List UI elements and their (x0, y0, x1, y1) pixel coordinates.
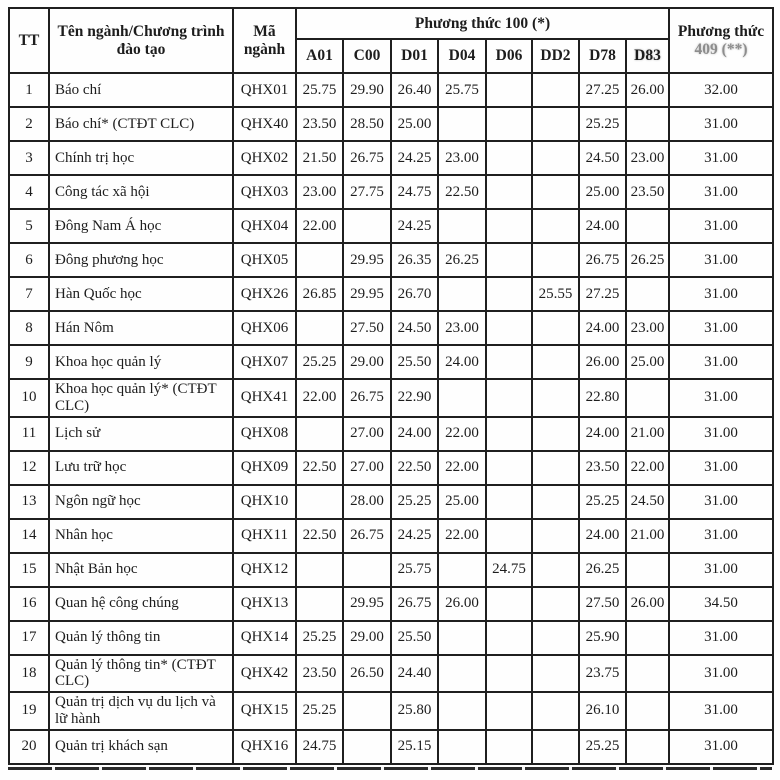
cell-program-name: Khoa học quản lý* (CTĐT CLC) (49, 379, 233, 417)
cell-score-dd2 (532, 107, 579, 141)
cell-method-409: 31.00 (669, 417, 773, 451)
cell-score-a01: 25.25 (296, 621, 343, 655)
cell-score-d06 (486, 692, 532, 730)
header-subject-d78: D78 (579, 39, 626, 73)
cell-score-d78: 24.50 (579, 141, 626, 175)
cell-score-d04 (438, 730, 486, 764)
header-method-409 (669, 8, 773, 73)
cell-score-a01 (296, 243, 343, 277)
cell-score-c00: 29.00 (343, 345, 391, 379)
cell-score-a01: 25.25 (296, 692, 343, 730)
cell-score-d78: 23.75 (579, 655, 626, 693)
cell-method-409: 32.00 (669, 73, 773, 107)
cell-tt: 5 (9, 209, 49, 243)
cell-tt: 12 (9, 451, 49, 485)
cell-program-name: Quản trị khách sạn (49, 730, 233, 764)
cell-score-d06 (486, 73, 532, 107)
cell-score-dd2 (532, 209, 579, 243)
cell-method-409: 31.00 (669, 553, 773, 587)
cell-method-409: 31.00 (669, 209, 773, 243)
cell-score-d83 (626, 277, 669, 311)
cell-tt: 15 (9, 553, 49, 587)
admission-score-table (8, 7, 774, 765)
cell-major-code: QHX26 (233, 277, 296, 311)
cell-score-d06 (486, 485, 532, 519)
cut-off-next-row-border (8, 767, 772, 770)
cell-program-name: Lịch sử (49, 417, 233, 451)
cell-major-code: QHX04 (233, 209, 296, 243)
cell-score-d01: 24.00 (391, 417, 438, 451)
cell-tt: 16 (9, 587, 49, 621)
cell-score-dd2 (532, 587, 579, 621)
cell-score-d78: 25.25 (579, 107, 626, 141)
table-row (9, 485, 773, 519)
header-major-code: Mã ngành (233, 8, 296, 73)
cell-method-409: 34.50 (669, 587, 773, 621)
cell-score-dd2: 25.55 (532, 277, 579, 311)
table-row (9, 692, 773, 730)
cell-score-d78: 24.00 (579, 519, 626, 553)
cell-tt: 3 (9, 141, 49, 175)
cell-tt: 19 (9, 692, 49, 730)
cell-score-d06 (486, 141, 532, 175)
cell-tt: 7 (9, 277, 49, 311)
cell-score-a01: 23.50 (296, 655, 343, 693)
table-row (9, 417, 773, 451)
cell-score-d78: 25.25 (579, 485, 626, 519)
cell-score-d04: 23.00 (438, 311, 486, 345)
cell-score-a01 (296, 311, 343, 345)
cell-score-d04 (438, 655, 486, 693)
cell-major-code: QHX15 (233, 692, 296, 730)
cell-score-d01: 26.40 (391, 73, 438, 107)
cell-score-d01: 25.00 (391, 107, 438, 141)
cell-method-409: 31.00 (669, 175, 773, 209)
cell-score-d83: 22.00 (626, 451, 669, 485)
cell-score-d01: 25.50 (391, 345, 438, 379)
cell-method-409: 31.00 (669, 277, 773, 311)
table-row (9, 379, 773, 417)
header-subject-d06: D06 (486, 39, 532, 73)
cell-score-c00: 27.00 (343, 417, 391, 451)
cell-method-409: 31.00 (669, 243, 773, 277)
cell-score-d04: 25.75 (438, 73, 486, 107)
cell-score-d06 (486, 621, 532, 655)
cell-major-code: QHX14 (233, 621, 296, 655)
cell-score-c00: 26.50 (343, 655, 391, 693)
cell-score-d01: 22.90 (391, 379, 438, 417)
table-row (9, 277, 773, 311)
cell-score-d01: 24.50 (391, 311, 438, 345)
header-subject-a01: A01 (296, 39, 343, 73)
cell-score-d01: 26.75 (391, 587, 438, 621)
cell-score-dd2 (532, 692, 579, 730)
header-subject-c00: C00 (343, 39, 391, 73)
cell-score-d06 (486, 209, 532, 243)
cell-score-d78: 27.50 (579, 587, 626, 621)
cell-program-name: Báo chí* (CTĐT CLC) (49, 107, 233, 141)
table-body (9, 73, 773, 764)
cell-tt: 18 (9, 655, 49, 693)
table-row (9, 519, 773, 553)
cell-program-name: Quan hệ công chúng (49, 587, 233, 621)
cell-score-d83: 25.00 (626, 345, 669, 379)
table-row (9, 655, 773, 693)
cell-score-a01: 22.00 (296, 209, 343, 243)
cell-tt: 9 (9, 345, 49, 379)
cell-score-dd2 (532, 621, 579, 655)
cell-score-d78: 26.75 (579, 243, 626, 277)
cell-score-a01: 25.25 (296, 345, 343, 379)
cell-score-d04 (438, 553, 486, 587)
cell-major-code: QHX11 (233, 519, 296, 553)
cell-score-d04 (438, 107, 486, 141)
cell-score-dd2 (532, 379, 579, 417)
cell-score-c00 (343, 692, 391, 730)
cell-score-d04: 26.25 (438, 243, 486, 277)
cell-score-dd2 (532, 519, 579, 553)
cell-score-d83 (626, 655, 669, 693)
cell-program-name: Công tác xã hội (49, 175, 233, 209)
cell-score-a01 (296, 417, 343, 451)
cell-program-name: Hàn Quốc học (49, 277, 233, 311)
cell-major-code: QHX42 (233, 655, 296, 693)
table-row (9, 451, 773, 485)
cell-score-d06 (486, 277, 532, 311)
header-subject-d04: D04 (438, 39, 486, 73)
cell-major-code: QHX07 (233, 345, 296, 379)
cell-method-409: 31.00 (669, 141, 773, 175)
cell-major-code: QHX06 (233, 311, 296, 345)
cell-score-d04 (438, 209, 486, 243)
cell-program-name: Lưu trữ học (49, 451, 233, 485)
cell-score-d01: 24.25 (391, 209, 438, 243)
header-subject-dd2: DD2 (532, 39, 579, 73)
cell-score-d78: 23.50 (579, 451, 626, 485)
cell-tt: 14 (9, 519, 49, 553)
cell-score-dd2 (532, 553, 579, 587)
cell-tt: 13 (9, 485, 49, 519)
cell-score-c00: 29.95 (343, 587, 391, 621)
cell-score-d04: 22.00 (438, 451, 486, 485)
cell-score-d04: 22.00 (438, 519, 486, 553)
cell-score-d06 (486, 243, 532, 277)
cell-score-d78: 27.25 (579, 73, 626, 107)
cell-score-dd2 (532, 451, 579, 485)
cell-major-code: QHX01 (233, 73, 296, 107)
cell-tt: 1 (9, 73, 49, 107)
cell-score-d83 (626, 107, 669, 141)
cell-score-c00: 27.50 (343, 311, 391, 345)
cell-score-c00: 26.75 (343, 379, 391, 417)
cell-score-d83: 23.00 (626, 141, 669, 175)
cell-major-code: QHX10 (233, 485, 296, 519)
header-row-1 (9, 8, 773, 39)
cell-score-dd2 (532, 655, 579, 693)
cell-score-d01: 22.50 (391, 451, 438, 485)
cell-score-d83: 26.25 (626, 243, 669, 277)
cell-score-a01 (296, 553, 343, 587)
cell-score-c00: 27.00 (343, 451, 391, 485)
cell-score-c00 (343, 209, 391, 243)
cell-score-dd2 (532, 73, 579, 107)
cell-score-d78: 24.00 (579, 417, 626, 451)
cell-tt: 17 (9, 621, 49, 655)
cell-score-c00 (343, 730, 391, 764)
cell-tt: 4 (9, 175, 49, 209)
cell-score-d04 (438, 379, 486, 417)
cell-score-d04: 25.00 (438, 485, 486, 519)
cell-score-d04: 22.50 (438, 175, 486, 209)
cell-method-409: 31.00 (669, 345, 773, 379)
cell-score-dd2 (532, 141, 579, 175)
header-tt: TT (9, 8, 49, 73)
cell-score-c00: 27.75 (343, 175, 391, 209)
cell-score-d06 (486, 107, 532, 141)
cell-score-d78: 25.25 (579, 730, 626, 764)
cell-score-a01: 22.50 (296, 451, 343, 485)
cell-score-d01: 25.25 (391, 485, 438, 519)
cell-score-dd2 (532, 485, 579, 519)
cell-score-a01: 22.00 (296, 379, 343, 417)
table-row (9, 730, 773, 764)
cell-method-409: 31.00 (669, 451, 773, 485)
table-header (9, 8, 773, 73)
cell-major-code: QHX40 (233, 107, 296, 141)
cell-score-d83 (626, 553, 669, 587)
cell-score-d04 (438, 277, 486, 311)
cell-major-code: QHX03 (233, 175, 296, 209)
header-method-409-line1: Phương thức (677, 22, 765, 40)
cell-major-code: QHX16 (233, 730, 296, 764)
cell-score-d04 (438, 621, 486, 655)
cell-score-d01: 24.25 (391, 519, 438, 553)
cell-program-name: Đông phương học (49, 243, 233, 277)
cell-score-d04: 23.00 (438, 141, 486, 175)
cell-score-d83: 21.00 (626, 417, 669, 451)
cell-score-d78: 26.00 (579, 345, 626, 379)
cell-method-409: 31.00 (669, 621, 773, 655)
cell-tt: 10 (9, 379, 49, 417)
cell-tt: 2 (9, 107, 49, 141)
cell-score-d83 (626, 730, 669, 764)
cell-score-a01: 25.75 (296, 73, 343, 107)
cell-score-d04: 26.00 (438, 587, 486, 621)
cell-score-d06 (486, 311, 532, 345)
table-row (9, 345, 773, 379)
cell-score-d04: 22.00 (438, 417, 486, 451)
cell-score-dd2 (532, 730, 579, 764)
cell-score-d06 (486, 587, 532, 621)
cell-program-name: Quản lý thông tin (49, 621, 233, 655)
cell-score-d04 (438, 692, 486, 730)
cell-score-dd2 (532, 417, 579, 451)
cell-program-name: Quản lý thông tin* (CTĐT CLC) (49, 655, 233, 693)
table-row (9, 553, 773, 587)
cell-score-d06 (486, 379, 532, 417)
cell-score-dd2 (532, 345, 579, 379)
cell-score-d04: 24.00 (438, 345, 486, 379)
header-program-name: Tên ngành/Chương trình đào tạo (49, 8, 233, 73)
cell-score-d06 (486, 730, 532, 764)
cell-score-d06 (486, 655, 532, 693)
cell-score-d78: 25.90 (579, 621, 626, 655)
cell-score-d83: 23.50 (626, 175, 669, 209)
table-row (9, 621, 773, 655)
cell-score-d78: 22.80 (579, 379, 626, 417)
table-row (9, 209, 773, 243)
cell-score-d01: 25.80 (391, 692, 438, 730)
cell-score-d06 (486, 451, 532, 485)
cell-method-409: 31.00 (669, 692, 773, 730)
table-row (9, 107, 773, 141)
cell-score-c00: 29.95 (343, 243, 391, 277)
cell-score-c00: 29.95 (343, 277, 391, 311)
cell-method-409: 31.00 (669, 655, 773, 693)
cell-method-409: 31.00 (669, 311, 773, 345)
cell-score-dd2 (532, 311, 579, 345)
cell-score-a01 (296, 485, 343, 519)
cell-score-d83 (626, 379, 669, 417)
cell-score-d83: 24.50 (626, 485, 669, 519)
cell-score-d01: 24.75 (391, 175, 438, 209)
cell-score-d06 (486, 175, 532, 209)
header-subject-d01: D01 (391, 39, 438, 73)
header-method-409-line2: 409 (**) (694, 40, 748, 58)
cell-score-d78: 27.25 (579, 277, 626, 311)
cell-major-code: QHX13 (233, 587, 296, 621)
header-method-100: Phương thức 100 (*) (296, 8, 669, 39)
cell-major-code: QHX05 (233, 243, 296, 277)
cell-score-d83: 23.00 (626, 311, 669, 345)
cell-method-409: 31.00 (669, 379, 773, 417)
cell-score-d83 (626, 621, 669, 655)
cell-tt: 6 (9, 243, 49, 277)
cell-score-d01: 25.15 (391, 730, 438, 764)
table-row (9, 175, 773, 209)
cell-score-dd2 (532, 243, 579, 277)
cell-score-d78: 24.00 (579, 311, 626, 345)
cell-score-d83 (626, 209, 669, 243)
cell-score-a01 (296, 587, 343, 621)
table-row (9, 73, 773, 107)
cell-program-name: Báo chí (49, 73, 233, 107)
cell-score-d83: 26.00 (626, 587, 669, 621)
table-row (9, 141, 773, 175)
cell-score-c00: 28.00 (343, 485, 391, 519)
table-row (9, 243, 773, 277)
cell-score-a01: 23.00 (296, 175, 343, 209)
cell-method-409: 31.00 (669, 485, 773, 519)
cell-score-c00: 29.00 (343, 621, 391, 655)
cell-score-a01: 23.50 (296, 107, 343, 141)
cell-major-code: QHX08 (233, 417, 296, 451)
cell-score-dd2 (532, 175, 579, 209)
cell-score-d06 (486, 345, 532, 379)
cell-program-name: Chính trị học (49, 141, 233, 175)
cell-score-a01: 21.50 (296, 141, 343, 175)
cell-score-d78: 25.00 (579, 175, 626, 209)
cell-score-d01: 26.70 (391, 277, 438, 311)
cell-score-d01: 26.35 (391, 243, 438, 277)
cell-score-d06 (486, 519, 532, 553)
cell-score-c00: 29.90 (343, 73, 391, 107)
header-subject-d83: D83 (626, 39, 669, 73)
cell-score-a01: 26.85 (296, 277, 343, 311)
cell-score-d06 (486, 417, 532, 451)
cell-score-a01: 22.50 (296, 519, 343, 553)
cell-score-d83: 21.00 (626, 519, 669, 553)
table-row (9, 587, 773, 621)
cell-score-d78: 24.00 (579, 209, 626, 243)
cell-tt: 11 (9, 417, 49, 451)
cell-program-name: Đông Nam Á học (49, 209, 233, 243)
cell-score-d01: 24.25 (391, 141, 438, 175)
cell-program-name: Ngôn ngữ học (49, 485, 233, 519)
cell-score-d78: 26.25 (579, 553, 626, 587)
cell-method-409: 31.00 (669, 107, 773, 141)
cell-score-a01: 24.75 (296, 730, 343, 764)
cell-major-code: QHX02 (233, 141, 296, 175)
cell-major-code: QHX09 (233, 451, 296, 485)
cell-program-name: Nhân học (49, 519, 233, 553)
cell-score-d01: 25.50 (391, 621, 438, 655)
cell-score-c00: 26.75 (343, 141, 391, 175)
cell-score-d06: 24.75 (486, 553, 532, 587)
cell-method-409: 31.00 (669, 519, 773, 553)
cell-tt: 20 (9, 730, 49, 764)
cell-program-name: Quản trị dịch vụ du lịch và lữ hành (49, 692, 233, 730)
cell-program-name: Khoa học quản lý (49, 345, 233, 379)
cell-program-name: Nhật Bản học (49, 553, 233, 587)
cell-major-code: QHX41 (233, 379, 296, 417)
cell-score-d83 (626, 692, 669, 730)
cell-score-c00 (343, 553, 391, 587)
cell-score-d01: 24.40 (391, 655, 438, 693)
cell-score-d83: 26.00 (626, 73, 669, 107)
cell-method-409: 31.00 (669, 730, 773, 764)
table-row (9, 311, 773, 345)
cell-score-d01: 25.75 (391, 553, 438, 587)
cell-tt: 8 (9, 311, 49, 345)
cell-score-d78: 26.10 (579, 692, 626, 730)
cell-program-name: Hán Nôm (49, 311, 233, 345)
cell-score-c00: 28.50 (343, 107, 391, 141)
cell-major-code: QHX12 (233, 553, 296, 587)
cell-score-c00: 26.75 (343, 519, 391, 553)
